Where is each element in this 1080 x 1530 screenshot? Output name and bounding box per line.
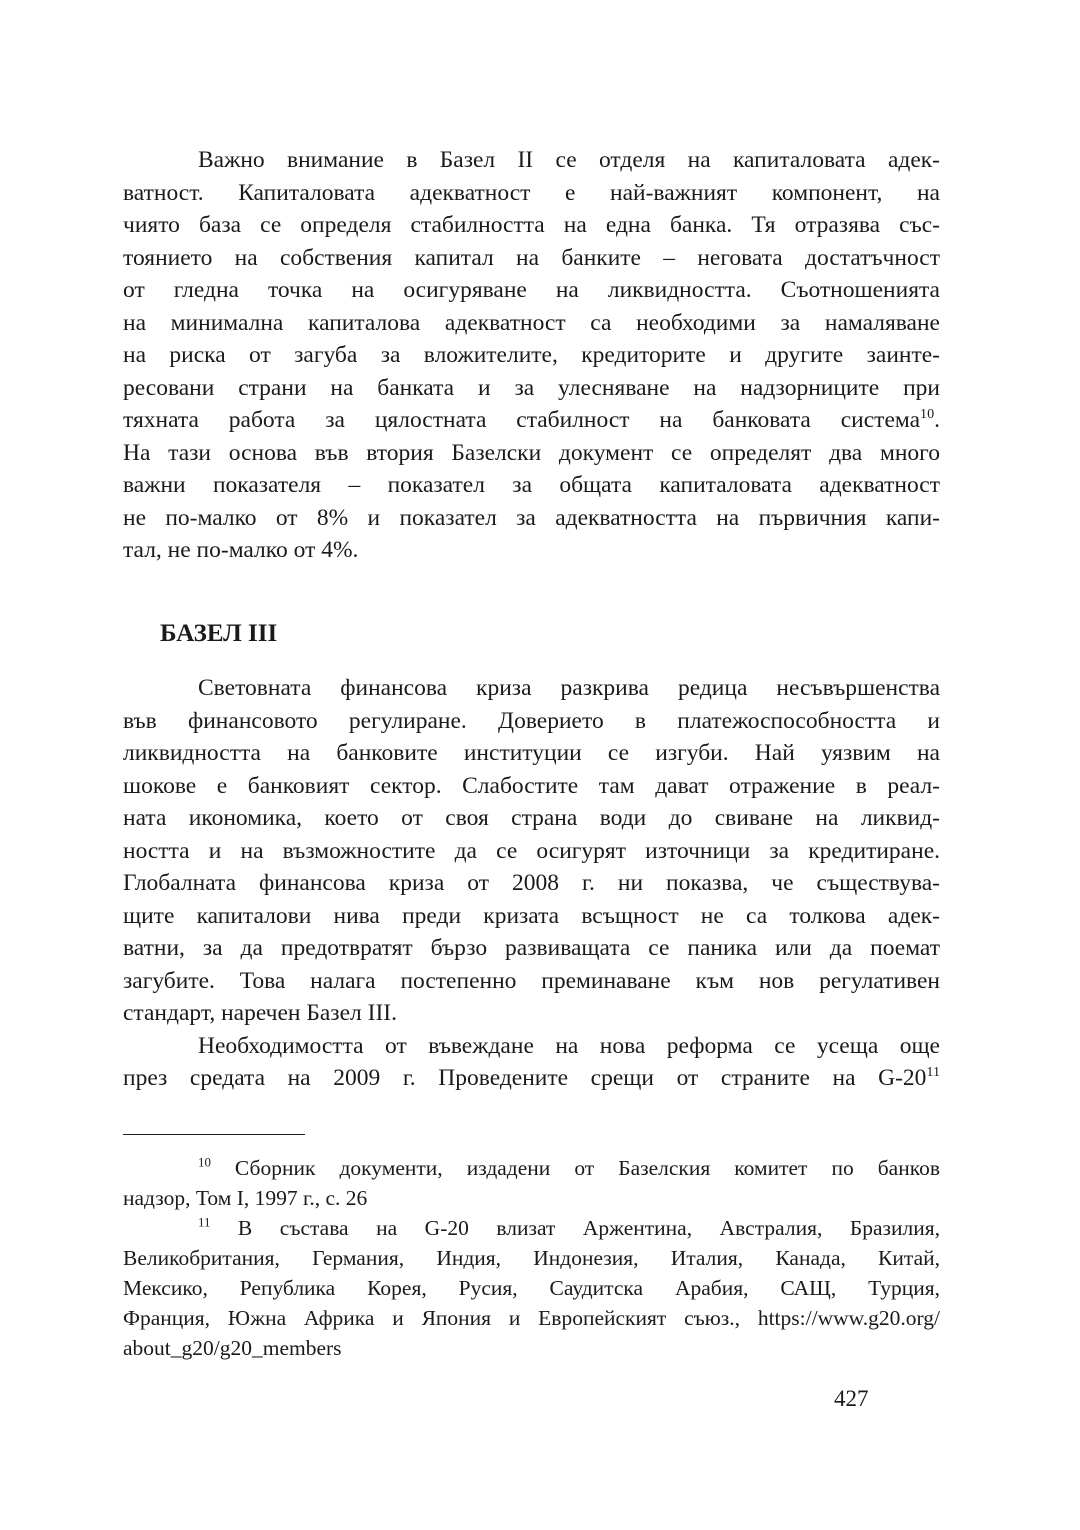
page-number: 427	[834, 1386, 869, 1411]
paragraph2-line	[123, 965, 940, 998]
paragraph2-line	[123, 997, 940, 1030]
footnote-reference[interactable]: 11	[926, 1063, 940, 1080]
paragraph1-line	[123, 469, 940, 502]
footnote-text: надзор, Том I, 1997 г., с. 26	[123, 1186, 368, 1210]
paragraph1-line	[123, 144, 940, 177]
footnote-divider	[123, 1134, 305, 1135]
footnote-text: Франция, Южна Африка и Япония и Европейският съюз., https://www.g20.org/	[123, 1306, 940, 1330]
paragraph2-line	[123, 900, 940, 933]
paragraph1-line	[123, 274, 940, 307]
paragraph1-text: на риска от загуба за вложителите, кредиторите и другите заинте-	[123, 342, 940, 368]
footnote-line	[123, 1333, 940, 1363]
paragraph1-text: тяхната работа за цялостната стабилност на банковата система	[123, 407, 921, 433]
paragraph1-line	[123, 404, 940, 437]
paragraph1-text: чиято база се определя стабилността на една банка. Тя отразява със-	[123, 212, 940, 238]
paragraph2-text: във финансовото регулиране. Доверието в платежоспособността и	[123, 707, 940, 734]
paragraph1-line	[123, 177, 940, 210]
paragraph1-text: ватност. Капиталовата адекватност е най-важният компонент, на	[123, 179, 940, 206]
paragraph2-text: шокове е банковият сектор. Слабостите там дават отражение в реал-	[123, 772, 940, 799]
paragraph1-line	[123, 437, 940, 470]
paragraph1-text: от гледна точка на осигуряване на ликвидността. Съотношенията	[123, 277, 940, 303]
footnote-line	[123, 1303, 940, 1333]
paragraph2-text: стандарт, наречен Базел III.	[123, 1000, 397, 1026]
paragraph1-line	[123, 534, 940, 567]
footnote-text: about_g20/g20_members	[123, 1336, 342, 1360]
footnote-reference[interactable]: 10	[920, 405, 935, 422]
paragraph1-line	[123, 307, 940, 340]
paragraph2-text: ликвидността на банковите институции се изгуби. Най уязвим на	[123, 740, 940, 766]
footnotes	[123, 1153, 940, 1363]
footnote-number: 11	[198, 1215, 211, 1230]
paragraph2-text: Глобалната финансова криза от 2008 г. ни показва, че съществува-	[123, 870, 940, 896]
paragraph2-line	[123, 705, 940, 738]
section-heading: БАЗЕЛ III	[160, 620, 278, 647]
paragraph-capital-adequacy	[123, 144, 940, 567]
paragraph2-line	[123, 1030, 940, 1063]
paragraph2-line	[123, 1062, 940, 1095]
paragraph2-text: през средата на 2009 г. Проведените срещи от страните на G-20	[123, 1065, 927, 1091]
paragraph1-line	[123, 339, 940, 372]
paragraph2-text: Необходимостта от въвеждане на нова реформа се усеща още	[198, 1032, 940, 1059]
paragraph2-line	[123, 672, 940, 705]
footnote-line	[123, 1213, 940, 1243]
paragraph1-line	[123, 242, 940, 275]
paragraph1-line	[123, 209, 940, 242]
paragraph1-text: не по-малко от 8% и показател за адекватността на първичния капи-	[123, 504, 940, 531]
paragraph1-text: Важно внимание в Базел II се отделя на капиталовата адек-	[198, 147, 940, 173]
footnote-line	[123, 1183, 940, 1213]
paragraph1-line	[123, 502, 940, 535]
footnote-text: Великобритания, Германия, Индия, Индонезия, Италия, Канада, Китай,	[123, 1246, 940, 1270]
paragraph-basel-iii	[123, 672, 940, 1095]
paragraph1-text: тоянието на собствения капитал на банките – неговата достатъчност	[123, 244, 940, 271]
footnote-text: Мексико, Република Корея, Русия, Саудитска Арабия, САЩ, Турция,	[123, 1276, 940, 1300]
punctuation: .	[934, 407, 940, 433]
footnote-number: 10	[198, 1155, 211, 1170]
paragraph2-line	[123, 835, 940, 868]
paragraph2-line	[123, 867, 940, 900]
paragraph1-line	[123, 372, 940, 405]
footnote-text: В състава на G-20 влизат Аржентина, Австралия, Бразилия,	[210, 1216, 940, 1240]
footnote-line	[123, 1153, 940, 1183]
paragraph2-text: ватни, за да предотвратят бързо развиващата се паника или да поемат	[123, 935, 940, 961]
paragraph1-text: на минимална капиталова адекватност са необходими за намаляване	[123, 309, 940, 336]
paragraph1-text: ресовани страни на банката и за улесняване на надзорниците при	[123, 374, 940, 401]
footnote-line	[123, 1273, 940, 1303]
paragraph2-line	[123, 932, 940, 965]
paragraph2-text: ността и на възможностите да се осигурят източници за кредитиране.	[123, 837, 940, 864]
paragraph1-text: тал, не по-малко от 4%.	[123, 537, 359, 563]
paragraph2-text: ната икономика, което от своя страна води до свиване на ликвид-	[123, 805, 940, 831]
paragraph2-text: Световната финансова криза разкрива редица несъвършенства	[198, 675, 940, 701]
footnote-line	[123, 1243, 940, 1273]
paragraph2-line	[123, 802, 940, 835]
paragraph1-text: важни показателя – показател за общата капиталовата адекватност	[123, 472, 940, 498]
footnote-text: Сборник документи, издадени от Базелския комитет по банков	[210, 1156, 940, 1180]
paragraph1-text: На тази основа във втория Базелски документ се определят два много	[123, 439, 940, 466]
paragraph2-line	[123, 737, 940, 770]
paragraph2-text: загубите. Това налага постепенно преминаване към нов регулативен	[123, 967, 940, 994]
paragraph2-line	[123, 770, 940, 803]
paragraph2-text: щите капиталови нива преди кризата всъщност не са толкова адек-	[123, 902, 940, 929]
